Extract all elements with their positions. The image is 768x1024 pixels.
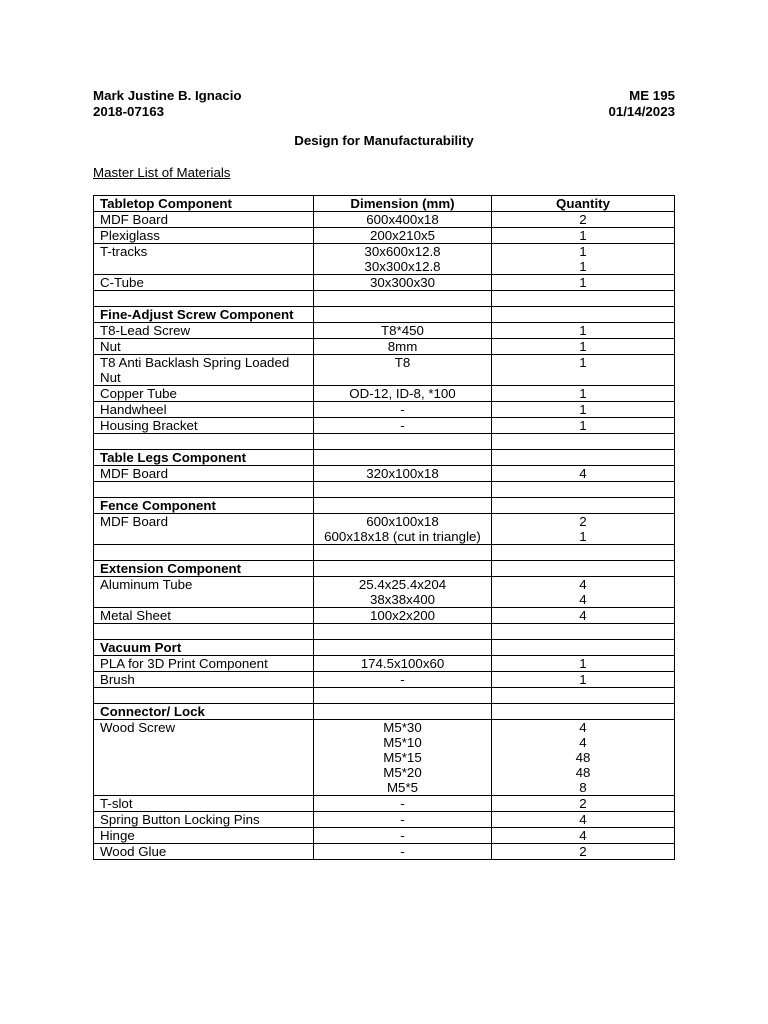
item-name: Plexiglass bbox=[94, 228, 314, 244]
dimension-value: 320x100x18 bbox=[366, 466, 439, 481]
blank-cell bbox=[492, 624, 675, 640]
page-title: Design for Manufacturability bbox=[294, 133, 474, 148]
table-row bbox=[94, 812, 675, 828]
item-dimension bbox=[314, 275, 492, 291]
blank-cell bbox=[314, 704, 492, 720]
item-name: T8 Anti Backlash Spring Loaded Nut bbox=[94, 355, 314, 386]
dimension-value: M5*15 bbox=[383, 750, 422, 765]
dimension-value: 100x2x200 bbox=[369, 608, 436, 623]
blank-cell bbox=[492, 640, 675, 656]
table-row bbox=[94, 212, 675, 228]
item-dimension bbox=[314, 608, 492, 624]
quantity-value: 48 bbox=[575, 765, 591, 780]
item-quantity bbox=[492, 608, 675, 624]
quantity-value: 2 bbox=[579, 796, 587, 811]
table-row bbox=[94, 656, 675, 672]
section-header-row bbox=[94, 561, 675, 577]
quantity-value: 1 bbox=[579, 386, 587, 401]
item-dimension bbox=[314, 656, 492, 672]
item-dimension bbox=[314, 212, 492, 228]
student-id: 2018-07163 bbox=[93, 103, 164, 119]
quantity-value: 1 bbox=[579, 244, 587, 259]
dimension-value: 600x400x18 bbox=[366, 212, 439, 227]
dimension-value: - bbox=[400, 796, 405, 811]
table-row bbox=[94, 228, 675, 244]
blank-cell bbox=[314, 450, 492, 466]
item-name: MDF Board bbox=[94, 514, 314, 545]
item-quantity bbox=[492, 402, 675, 418]
item-quantity bbox=[492, 514, 675, 545]
item-name: MDF Board bbox=[94, 466, 314, 482]
blank-cell bbox=[314, 291, 492, 307]
item-quantity bbox=[492, 323, 675, 339]
table-row bbox=[94, 672, 675, 688]
document-date: 01/14/2023 bbox=[608, 103, 675, 119]
item-quantity bbox=[492, 386, 675, 402]
quantity-value: 4 bbox=[579, 577, 587, 592]
dimension-value: - bbox=[400, 672, 405, 687]
item-dimension bbox=[314, 514, 492, 545]
dimension-value: 38x38x400 bbox=[369, 592, 436, 607]
quantity-value: 2 bbox=[579, 514, 587, 529]
dimension-value: 600x18x18 (cut in triangle) bbox=[324, 529, 481, 544]
item-name: Hinge bbox=[94, 828, 314, 844]
table-row bbox=[94, 577, 675, 608]
table-row bbox=[94, 796, 675, 812]
dimension-value: - bbox=[400, 844, 405, 859]
blank-row bbox=[94, 624, 675, 640]
dimension-value: - bbox=[400, 418, 405, 433]
table-header-row bbox=[94, 196, 675, 212]
item-dimension bbox=[314, 796, 492, 812]
item-quantity bbox=[492, 228, 675, 244]
blank-row bbox=[94, 545, 675, 561]
item-dimension bbox=[314, 720, 492, 796]
table-row bbox=[94, 386, 675, 402]
quantity-value: 1 bbox=[579, 672, 587, 687]
blank-cell bbox=[94, 624, 314, 640]
item-name: MDF Board bbox=[94, 212, 314, 228]
blank-cell bbox=[94, 434, 314, 450]
list-title: Master List of Materials bbox=[93, 165, 231, 180]
quantity-value: 2 bbox=[579, 844, 587, 859]
blank-cell bbox=[492, 688, 675, 704]
item-quantity bbox=[492, 339, 675, 355]
item-dimension bbox=[314, 577, 492, 608]
table-row bbox=[94, 466, 675, 482]
item-dimension bbox=[314, 672, 492, 688]
quantity-value: 4 bbox=[579, 608, 587, 623]
quantity-value: 1 bbox=[579, 402, 587, 417]
dimension-value: 200x210x5 bbox=[369, 228, 436, 243]
quantity-value: 1 bbox=[579, 529, 587, 544]
section-header-row bbox=[94, 640, 675, 656]
dimension-value: 25.4x25.4x204 bbox=[358, 577, 447, 592]
quantity-value: 1 bbox=[579, 355, 587, 370]
blank-cell bbox=[314, 498, 492, 514]
item-name: Nut bbox=[94, 339, 314, 355]
table-row bbox=[94, 514, 675, 545]
column-header-component: Tabletop Component bbox=[94, 196, 314, 212]
quantity-value: 4 bbox=[579, 828, 587, 843]
item-name: Housing Bracket bbox=[94, 418, 314, 434]
materials-table-body bbox=[94, 196, 675, 860]
item-quantity bbox=[492, 672, 675, 688]
blank-cell bbox=[94, 545, 314, 561]
course-code: ME 195 bbox=[629, 88, 675, 103]
dimension-value: 30x300x12.8 bbox=[364, 259, 441, 274]
section-header-row bbox=[94, 704, 675, 720]
table-row bbox=[94, 828, 675, 844]
dimension-value: M5*30 bbox=[383, 720, 422, 735]
blank-cell bbox=[94, 291, 314, 307]
item-dimension bbox=[314, 402, 492, 418]
item-name: Wood Glue bbox=[94, 844, 314, 860]
blank-row bbox=[94, 434, 675, 450]
blank-cell bbox=[94, 688, 314, 704]
blank-cell bbox=[314, 434, 492, 450]
dimension-value: 174.5x100x60 bbox=[360, 656, 445, 671]
item-name: T8-Lead Screw bbox=[94, 323, 314, 339]
item-quantity bbox=[492, 828, 675, 844]
item-quantity bbox=[492, 796, 675, 812]
item-dimension bbox=[314, 228, 492, 244]
blank-cell bbox=[314, 624, 492, 640]
quantity-value: 1 bbox=[579, 339, 587, 354]
item-dimension bbox=[314, 339, 492, 355]
blank-cell bbox=[492, 434, 675, 450]
dimension-value: T8*450 bbox=[381, 323, 424, 338]
item-name: T-tracks bbox=[94, 244, 314, 275]
item-quantity bbox=[492, 355, 675, 386]
quantity-value: 8 bbox=[579, 780, 587, 795]
course-block bbox=[608, 88, 675, 119]
item-name: Wood Screw bbox=[94, 720, 314, 796]
column-header-quantity: Quantity bbox=[492, 196, 675, 212]
author-block bbox=[93, 88, 242, 119]
item-dimension bbox=[314, 812, 492, 828]
item-name: Brush bbox=[94, 672, 314, 688]
dimension-value: 30x600x12.8 bbox=[364, 244, 441, 259]
blank-cell bbox=[492, 561, 675, 577]
dimension-value: - bbox=[400, 828, 405, 843]
item-dimension bbox=[314, 386, 492, 402]
blank-cell bbox=[314, 688, 492, 704]
blank-cell bbox=[492, 450, 675, 466]
quantity-value: 4 bbox=[579, 466, 587, 481]
item-quantity bbox=[492, 844, 675, 860]
dimension-value: M5*5 bbox=[386, 780, 419, 795]
item-quantity bbox=[492, 720, 675, 796]
section-title: Fine-Adjust Screw Component bbox=[94, 307, 314, 323]
item-quantity bbox=[492, 418, 675, 434]
blank-cell bbox=[314, 307, 492, 323]
item-dimension bbox=[314, 828, 492, 844]
blank-cell bbox=[314, 482, 492, 498]
quantity-value: 1 bbox=[579, 228, 587, 243]
blank-cell bbox=[314, 561, 492, 577]
section-header-row bbox=[94, 450, 675, 466]
blank-row bbox=[94, 688, 675, 704]
item-quantity bbox=[492, 212, 675, 228]
table-row bbox=[94, 402, 675, 418]
item-name: Aluminum Tube bbox=[94, 577, 314, 608]
item-name: PLA for 3D Print Component bbox=[94, 656, 314, 672]
item-dimension bbox=[314, 844, 492, 860]
item-quantity bbox=[492, 812, 675, 828]
blank-cell bbox=[492, 291, 675, 307]
quantity-value: 4 bbox=[579, 592, 587, 607]
column-header-dimension: Dimension (mm) bbox=[314, 196, 492, 212]
quantity-value: 4 bbox=[579, 735, 587, 750]
table-row bbox=[94, 275, 675, 291]
dimension-value: 600x100x18 bbox=[366, 514, 439, 529]
section-title: Connector/ Lock bbox=[94, 704, 314, 720]
item-name: C-Tube bbox=[94, 275, 314, 291]
section-header-row bbox=[94, 498, 675, 514]
dimension-value: M5*10 bbox=[383, 735, 422, 750]
quantity-value: 48 bbox=[575, 750, 591, 765]
blank-cell bbox=[314, 640, 492, 656]
item-dimension bbox=[314, 244, 492, 275]
materials-table bbox=[93, 195, 675, 860]
item-dimension bbox=[314, 355, 492, 386]
table-row bbox=[94, 355, 675, 386]
quantity-value: 2 bbox=[579, 212, 587, 227]
section-title: Vacuum Port bbox=[94, 640, 314, 656]
item-name: Metal Sheet bbox=[94, 608, 314, 624]
blank-cell bbox=[492, 482, 675, 498]
section-title: Extension Component bbox=[94, 561, 314, 577]
item-dimension bbox=[314, 418, 492, 434]
dimension-value: 30x300x30 bbox=[369, 275, 436, 290]
table-row bbox=[94, 844, 675, 860]
dimension-value: 8mm bbox=[387, 339, 418, 354]
quantity-value: 4 bbox=[579, 812, 587, 827]
blank-cell bbox=[492, 704, 675, 720]
blank-cell bbox=[492, 307, 675, 323]
section-header-row bbox=[94, 307, 675, 323]
blank-cell bbox=[492, 498, 675, 514]
author-name: Mark Justine B. Ignacio bbox=[93, 88, 242, 103]
table-row bbox=[94, 720, 675, 796]
blank-row bbox=[94, 291, 675, 307]
item-quantity bbox=[492, 656, 675, 672]
section-title: Fence Component bbox=[94, 498, 314, 514]
dimension-value: T8 bbox=[394, 355, 411, 370]
item-dimension bbox=[314, 466, 492, 482]
item-name: Spring Button Locking Pins bbox=[94, 812, 314, 828]
quantity-value: 1 bbox=[579, 323, 587, 338]
item-quantity bbox=[492, 577, 675, 608]
item-name: T-slot bbox=[94, 796, 314, 812]
quantity-value: 1 bbox=[579, 656, 587, 671]
blank-cell bbox=[314, 545, 492, 561]
quantity-value: 1 bbox=[579, 418, 587, 433]
dimension-value: - bbox=[400, 812, 405, 827]
table-row bbox=[94, 608, 675, 624]
table-row bbox=[94, 418, 675, 434]
dimension-value: OD-12, ID-8, *100 bbox=[349, 386, 456, 401]
dimension-value: M5*20 bbox=[383, 765, 422, 780]
blank-row bbox=[94, 482, 675, 498]
table-row bbox=[94, 244, 675, 275]
item-quantity bbox=[492, 275, 675, 291]
table-row bbox=[94, 339, 675, 355]
item-dimension bbox=[314, 323, 492, 339]
blank-cell bbox=[492, 545, 675, 561]
item-name: Handwheel bbox=[94, 402, 314, 418]
quantity-value: 1 bbox=[579, 275, 587, 290]
item-name: Copper Tube bbox=[94, 386, 314, 402]
quantity-value: 1 bbox=[579, 259, 587, 274]
item-quantity bbox=[492, 466, 675, 482]
section-title: Table Legs Component bbox=[94, 450, 314, 466]
blank-cell bbox=[94, 482, 314, 498]
quantity-value: 4 bbox=[579, 720, 587, 735]
dimension-value: - bbox=[400, 402, 405, 417]
item-quantity bbox=[492, 244, 675, 275]
table-row bbox=[94, 323, 675, 339]
